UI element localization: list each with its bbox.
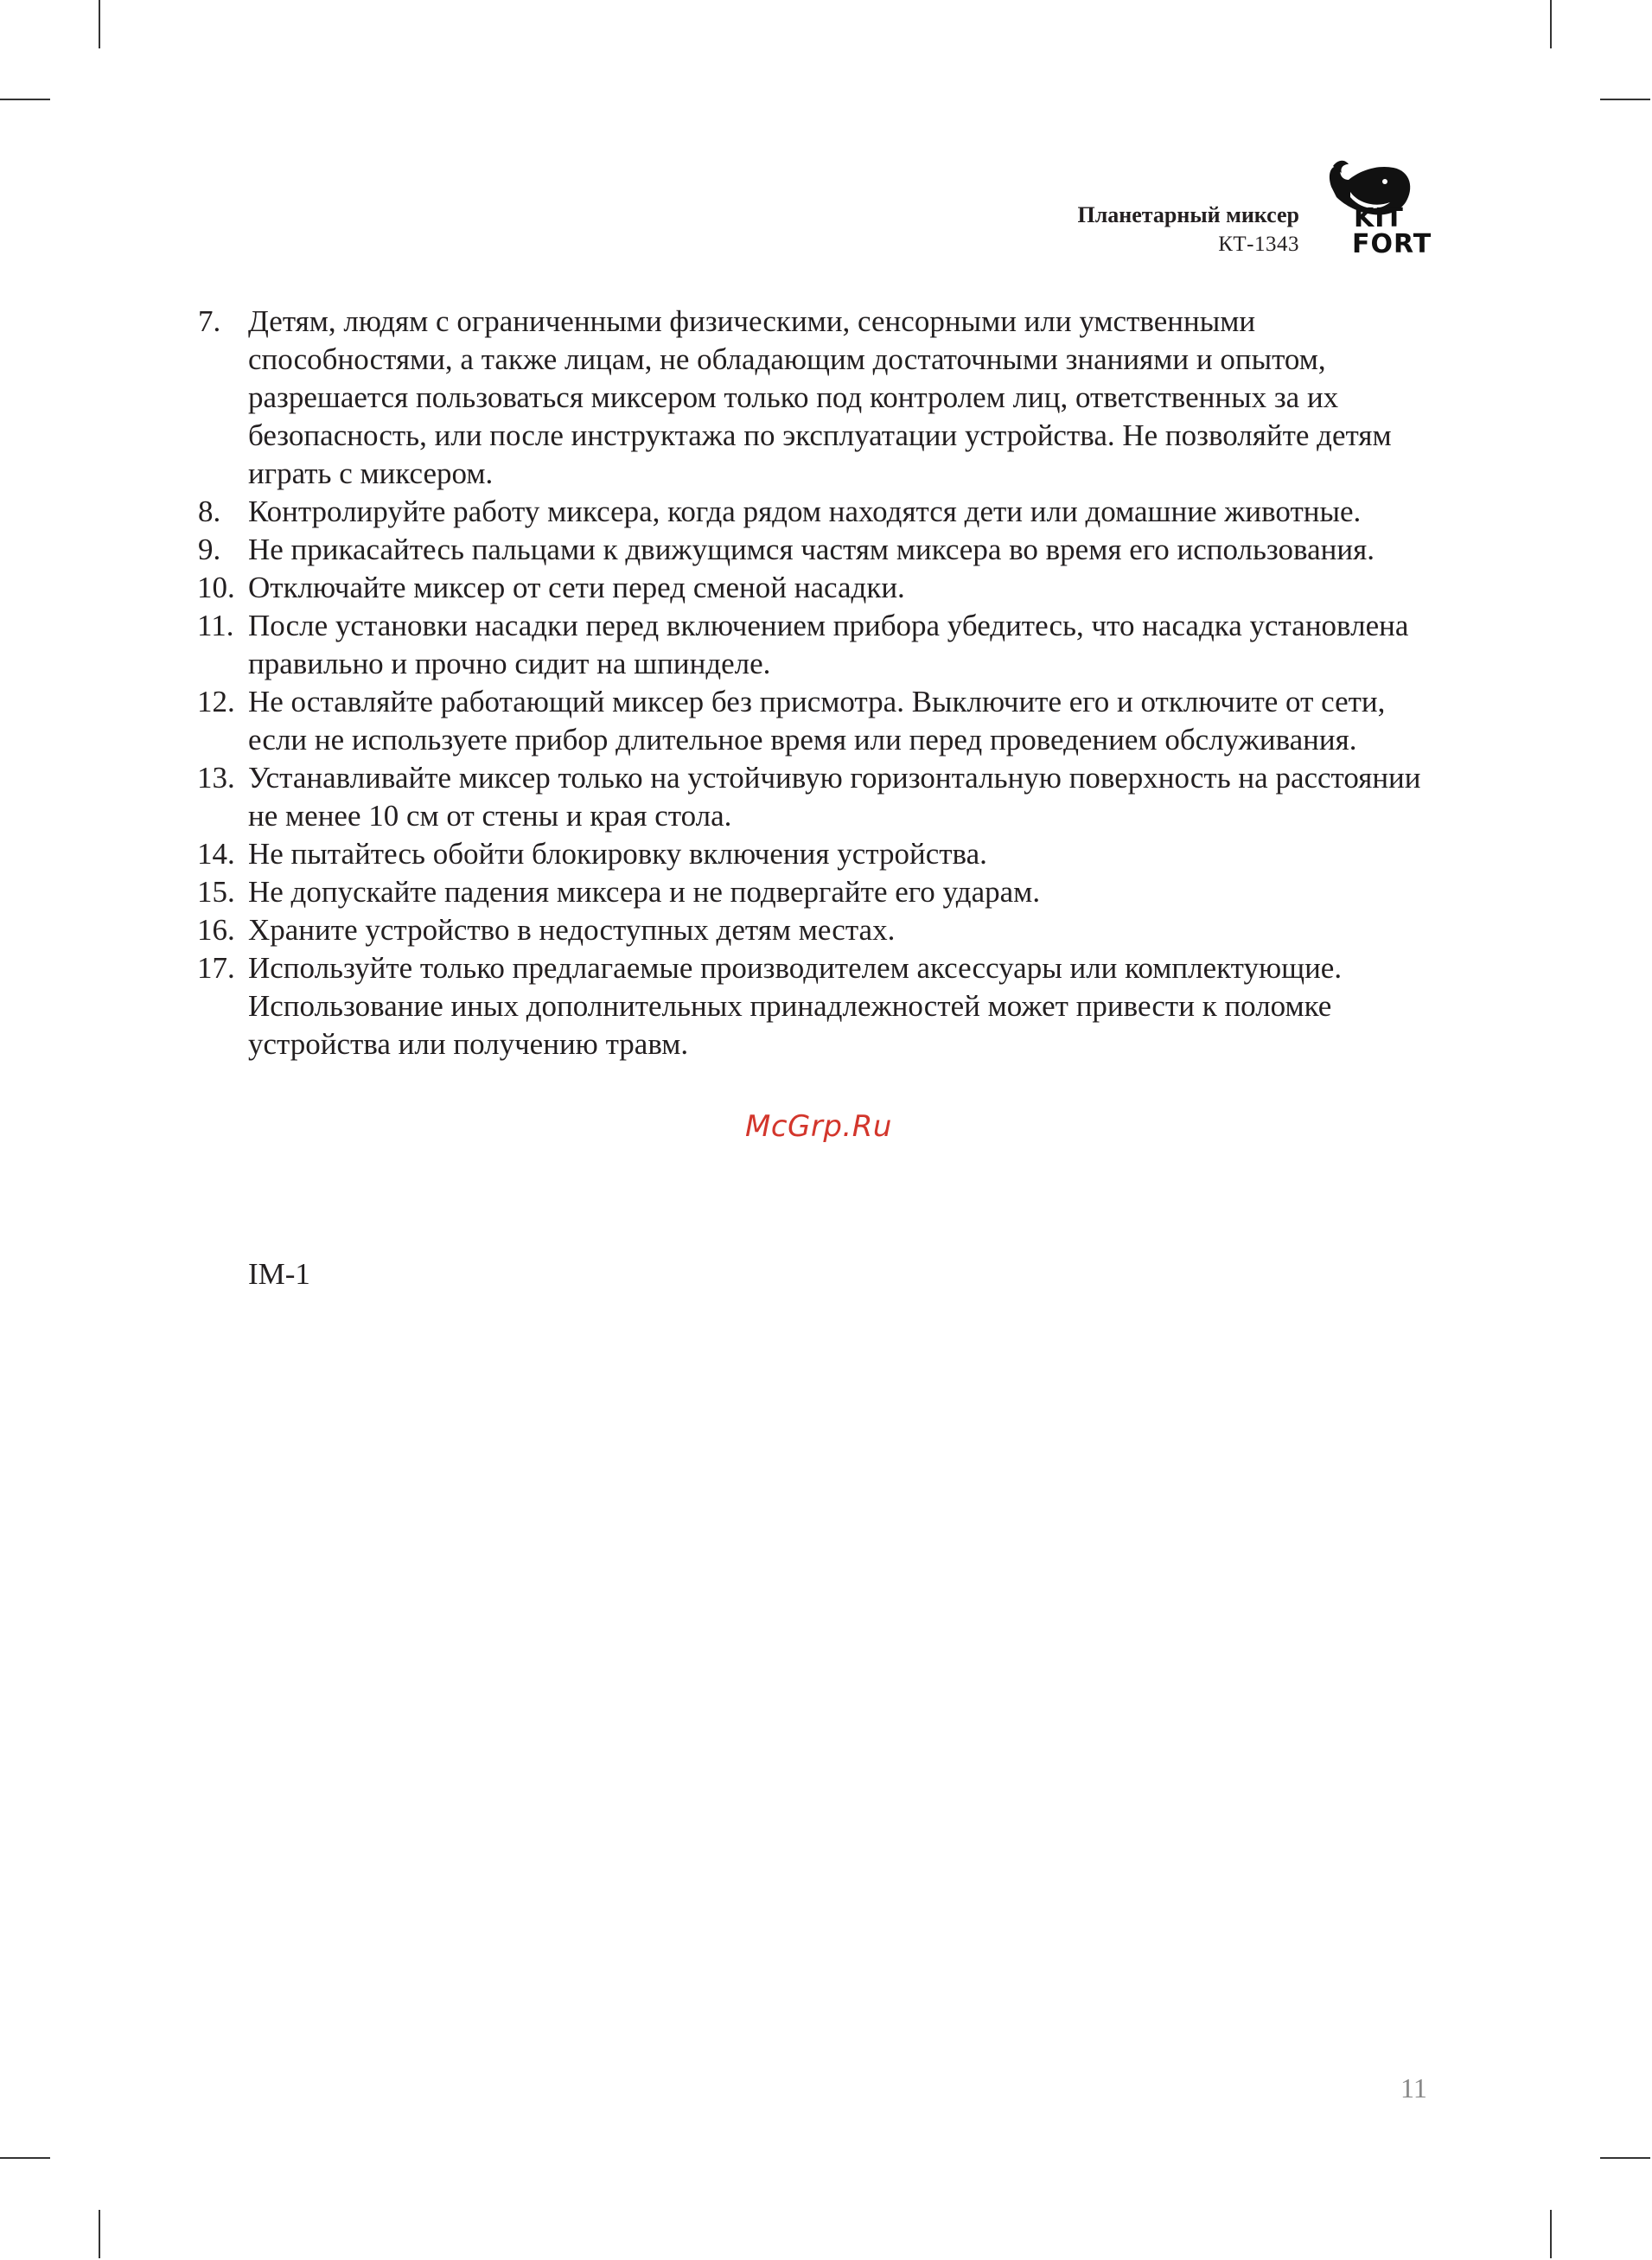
list-item-number: 16.	[197, 913, 235, 947]
list-item-number: 12.	[197, 685, 235, 718]
list-item	[197, 949, 1442, 1063]
list-item	[197, 873, 1442, 911]
crop-mark-bottom-right	[1550, 2210, 1552, 2258]
list-item	[197, 493, 1442, 531]
brand-logo-line2: FORT	[1352, 229, 1432, 259]
list-item	[197, 531, 1442, 569]
page-header	[1077, 201, 1299, 259]
crop-mark-top-left	[99, 0, 100, 48]
list-item-text: После установки насадки перед включением прибора убедитесь, что насадка установлена правильно и прочно сидит на шпинделе.	[248, 609, 1409, 680]
list-item-number: 11.	[197, 609, 234, 642]
list-item-number: 15.	[197, 875, 235, 909]
list-item-text: Не допускайте падения миксера и не подвергайте его ударам.	[248, 875, 1041, 909]
list-item-text: Храните устройство в недоступных детям местах.	[248, 913, 896, 947]
brand-logo-line1: KIT	[1354, 203, 1404, 233]
list-item	[197, 759, 1442, 835]
list-item-number: 10.	[197, 571, 235, 604]
crop-mark-top-right	[1550, 0, 1552, 48]
list-item-number: 7.	[198, 304, 221, 338]
list-item	[197, 607, 1442, 683]
list-item-number: 14.	[197, 837, 235, 871]
list-item-text: Контролируйте работу миксера, когда рядом находятся дети или домашние животные.	[248, 495, 1362, 528]
crop-mark-bottom-left-h	[0, 2157, 50, 2159]
list-item-text: Устанавливайте миксер только на устойчивую горизонтальную поверхность на расстоянии не менее 10 см от стены и края стола.	[248, 761, 1421, 833]
list-item-number: 17.	[197, 951, 235, 985]
product-model: КТ-1343	[1218, 233, 1299, 256]
safety-rules-list	[197, 303, 1442, 1063]
crop-mark-top-right-h	[1600, 99, 1650, 100]
list-item	[197, 835, 1442, 873]
list-item-text: Используйте только предлагаемые производителем аксессуары или комплектующие. Использование иных дополнительных принадлежностей может привести к поломке устройства или получению травм.	[248, 951, 1343, 1061]
list-item-text: Не оставляйте работающий миксер без присмотра. Выключите его и отключите от сети, если не используете прибор длительное время или перед проведением обслуживания.	[248, 685, 1386, 757]
list-item-number: 9.	[198, 533, 221, 566]
brand-logo	[1352, 203, 1432, 259]
list-item-text: Не пытайтесь обойти блокировку включения устройства.	[248, 837, 987, 871]
list-item-number: 8.	[198, 495, 221, 528]
page-number: 11	[1400, 2072, 1427, 2104]
list-item	[197, 683, 1442, 759]
list-item-text: Отключайте миксер от сети перед сменой насадки.	[248, 571, 905, 604]
im-code: IM-1	[248, 1257, 310, 1291]
crop-mark-bottom-left	[99, 2210, 100, 2258]
crop-mark-bottom-right-h	[1600, 2157, 1650, 2159]
list-item-number: 13.	[197, 761, 235, 795]
list-item	[197, 911, 1442, 949]
list-item	[197, 303, 1442, 493]
watermark: McGrp.Ru	[745, 1109, 892, 1144]
list-item-text: Не прикасайтесь пальцами к движущимся частям миксера во время его использования.	[248, 533, 1375, 566]
crop-mark-top-left-h	[0, 99, 50, 100]
list-item-text: Детям, людям с ограниченными физическими, сенсорными или умственными способностями, а также лицам, не обладающим достаточными знаниями и опытом, разрешается пользоваться миксером только под контролем лиц, ответственных за их безопасность, или после инструктажа по эксплуатации устройства. Не позволяйте детям играть с миксером.	[248, 304, 1392, 490]
product-title: Планетарный миксер	[1077, 202, 1299, 227]
list-item	[197, 569, 1442, 607]
